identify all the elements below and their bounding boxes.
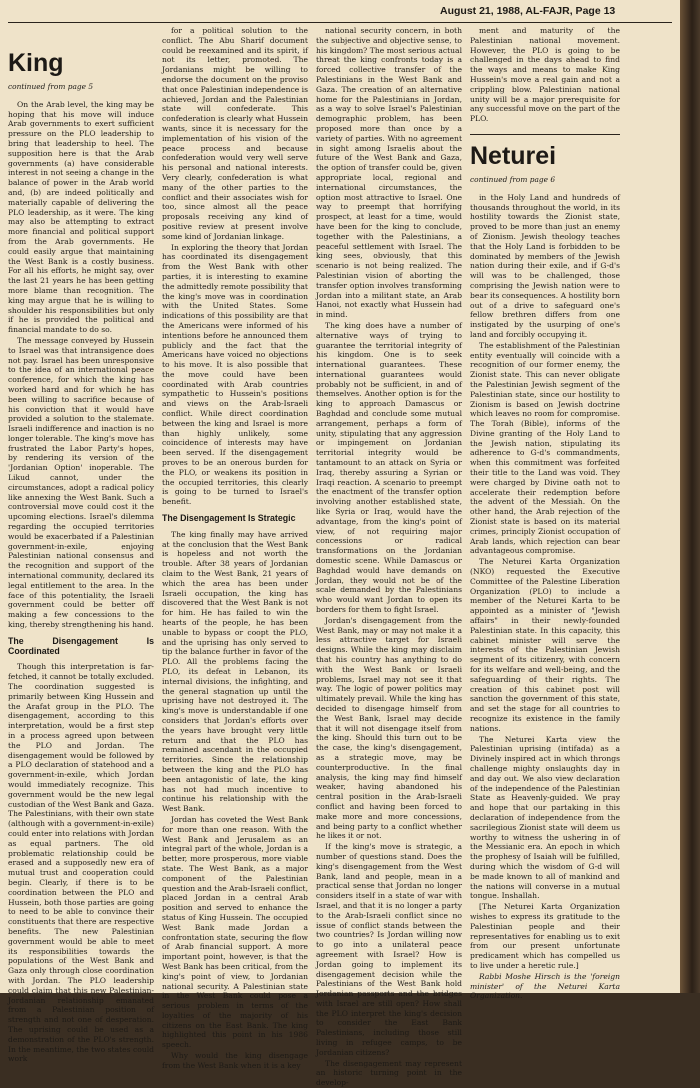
headline-king: King <box>8 49 64 77</box>
article-paragraph: On the Arab level, the king may be hoping that his move will induce Arab governments to exert sufficient pressure on the PLO leadership to bring that leadership to heel. The supposition here is that the Arab governments (a) have considerable interest in not seeing a change in the balance of power in the Arab world and, (b) are indeed politically and materially capable of delivering the PLO leadership, as it were. The king may also be attempting to extract more financial and political support from the Arab governments. He could easily argue that maintaining the West Bank is a costly business. For all his efforts, he might say, over the last 21 years he has been getting more blame than recognition. The king may argue that he is willing to shoulder his responsibilities but only if he is provided the political and financial mandate to do so. <box>8 99 154 335</box>
article-paragraph: The king finally may have arrived at the conclusion that the West Bank is hopeless and not worth the trouble. After 38 years of Jordanian claim to the West Bank, 21 years of which the area has been under Israeli occupation, the king has discovered that the West Bank is not for him. He has failed to win the hearts of the people, he has been unable to bypass or coopt the PLO, and the uprising has only served to tip the balance further in favor of the PLO. All the problems facing the PLO, its defeat in Lebanon, its internal divisions, the infighting, and the general stagnation up until the uprising have not destroyed it. The king's move is understandable if one considers that Jordan's efforts over the years have brought very little return and that the PLO has remained ascendant in the occupied territories. Since the relationship between the king and the PLO has been antagonistic of late, the king has not had much incentive to continue his relationship with the West Bank. <box>162 529 308 814</box>
article-paragraph: The establishment of the Palestinian entity eventually will coincide with a recognition of our former enemy, the Zionist state. This can never obligate the Palestinian Jewish segment of the Palestinian state, since our hostility to Zionism is based on Jewish doctrine which leaves no room for compromise. The Torah (Bible), informs of the Divine granting of the Holy Land to the Jewish nation, stipulating its adherence to G-d's commandments, when this commitment was forfeited their title to the Land was void. They were charged by Divine oath not to accelerate their redemption before the advent of the Messiah. On the other hand, the Arab rejection of the Zionist state is based on its material crimes, principly Zionist occupation of Arab lands, which rejection can bear advantageous compromise. <box>470 340 620 556</box>
article-paragraph: ment and maturity of the Palestinian national movement. However, the PLO is going to be challenged in the days ahead to find the ways and means to make King Hussein's move a real gain and not a crippling blow. Palestinian national unity will be a major prerequisite for any successful move on the part of the PLO. <box>470 26 620 124</box>
book-binding <box>680 0 700 993</box>
article-paragraph: Though this interpretation is far-fetched, it cannot be totally excluded. The coordination suggested is primarily between King Hussein and the Arafat group in the PLO. The disengagement, according to this interpretation, would be a first step in a process agreed upon between the PLO and Jordan. The disengagement would be followed by a PLO declaration of statehood and a government-in-exile, which Jordan would immediately recognize. This government would be the new legal custodian of the West Bank and Gaza. The Palestinians, with their own state (although with a government-in-exile) could enter into relations with Jordan as equal partners. The old problematic relationship could be erased and a supposedly new era of mutual trust and cooperation could begin. Clearly, if there is to be coordination between the PLO and Hussein, both those parties are going to need to be able to convince their constituents that there are respective benefits. The new Palestinian government would be able to meet its responsibilities towards the populations of the West Bank and Gaza only through close coordination with Jordan. The PLO leadership could claim that this new Palestinian-Jordanian relationship emanated from a Palestinian position of strength and not one of desperation. The uprising could be used as a demonstration of the PLO's strength. In the meantime, the two states could work <box>8 662 154 1064</box>
headline-neturei: Neturei <box>470 141 557 170</box>
subhead-strategic: The Disengagement Is Strategic <box>162 513 296 524</box>
column-2 <box>162 26 308 1070</box>
article-paragraph: Why would the king disengage from the West Bank when it is a key <box>162 1051 308 1070</box>
article-paragraph: Jordan has coveted the West Bank for more than one reason. With the West Bank and Jerusalem as an integral part of the whole, Jordan is a better, more prosperous, more viable state. The West Bank, as a major component of the Palestinian question and the Arab-Israeli conflict, placed Jordan in a central Arab position and served to enhance the status of King Hussein. The occupied West Bank made Jordan a confrontation state, securing the flow of Arab financial support. A more important point, however, is that the West Bank has been critical, from the king's point of view, to Jordanian national security. A Palestinian state in the West Bank could pose a serious problem in terms of the loyalties of the majority of his citizens on the East Bank. The king highlighted this point in his 1986 speech. <box>162 814 308 1050</box>
header-rule <box>8 22 672 23</box>
subhead-coordinated: The Disengagement Is Coordinated <box>8 635 154 656</box>
column-3 <box>316 26 462 1088</box>
continued-note: continued from page 5 <box>8 82 94 91</box>
section-divider <box>470 134 620 135</box>
article-paragraph: in the Holy Land and hundreds of thousands throughout the world, in its hostility towards the Zionist state, proved to be more than just an enemy of Zionism. Jewish theology teaches that the Holy Land is forbidden to be dominated by members of the Jewish nation during their exile, and if G-d's will was to be challenged, those comprising the Jewish nation were to bear its consequences. A hostility born out of a drive to safeguard one's fellow brethren differs from one instigated by the usurping of one's land and forcibly occupying it. <box>470 192 620 339</box>
column-1 <box>8 26 154 1064</box>
article-paragraph: [The Neturei Karta Organization wishes to express its gratitude to the Palestinian people and their representatives for enabling us to exit from our present unfortunate predicament which has compelled us to live under a heretic rule.] <box>470 902 620 970</box>
article-paragraph: The disengagement may represent an historic turning point in the develop- <box>316 1058 462 1088</box>
article-paragraph: The message conveyed by Hussein to Israel was that intransigence does not pay. Israel has been unresponsive to the idea of an international peace conference, for which the king has worked hard and for which he has been willing to sacrifice because of his conviction that it would have provided a solution to the stalemate. Israeli indifference and inaction is no longer tolerable. The king's move has frustrated the Labor Party's hopes, by rendering its version of the 'Jordanian Option' inoperable. The Likud cannot, under the circumstances, adopt a radical policy like annexing the West Bank. Such a controversial move could cost it the upcoming elections. Israel's dilemma regarding the occupied territories would be exacerbated if a Palestinian government-in-exile, enjoying Palestinian national consensus and the recognition and support of the international community, declared its legal entitlement to the area. In the face of this potentiality, the Israeli government could be better off making a few concessions to the king, thereby strengthening his hand. <box>8 335 154 630</box>
article-paragraph: The Neturei Karta view the Palestinian uprising (intifada) as a Divinely inspired act in which throngs challenge mighty onslaughts day in and day out. We also view declaration of the independence of the Palestinian State as Heavenly-guided. We pray and hope that our partaking in this declaration of independence from the sacrilegious Zionist state will deem us worthy to witness the ushering in of the Messianic era. An epoch in which the prophesy of Isaiah will be fulfilled, during which the wisdom of G-d will be made known to all of mankind and the nations will converse in a mutual tongue. Inshallah. <box>470 734 620 901</box>
continued-note: continued from page 6 <box>470 174 556 184</box>
article-paragraph: for a political solution to the conflict. The Abu Sharif document could be reexamined and its spirit, if not its letter, promoted. The Jordanians might be willing to endorse the document on the proviso that once Palestinian independence is achieved, Jordan and the Palestinian state will confederate. This confederation is clearly what Hussein wants, since it is necessary for the implementation of his vision of the peace process and because confederation would very well serve his personal and national interests. Very clearly, confederation is what many of the other parties to the conflict and their associates wish for too, since almost all the peace proposals receiving any kind of positive review at present involve some kind of Jordanian linkage. <box>162 26 308 241</box>
article-paragraph: The Neturei Karta Organization (NKO) requested the Executive Committee of the Palestine Liberation Organization (PLO) to include a member of the Neturei Karta to be appointed as a minister of "Jewish affairs" in their newly-founded Palestinian state. In this capacity, this cabinet minister will serve the interests of the Palestinian Jewish segment of its citizenry, with concern for its welfare and well-being, and the safeguarding of their rights. The creation of this cabinet post will sanction the government of this state, and set the stage for all countries to recognize its existence in the family nations. <box>470 557 620 733</box>
author-signature: Rabbi Moshe Hirsch is the 'foreign minister' of the Neturei Karta Organization. <box>470 971 620 1001</box>
column-4 <box>470 26 620 1001</box>
page-header: August 21, 1988, AL-FAJR, Page 13 <box>440 5 616 17</box>
article-paragraph: Jordan's disengagement from the West Bank, may or may not make it a less attractive target for Israeli designs. While the king may disclaim that his country has anything to do with the West Bank or Israeli problems, Israel may not see it that way. The logic of power politics may ultimately prevail. While the king has decided to disengage himself from the West Bank, Israel may decide that it will not disengage itself from the king. Should this turn out to be the case, the king's disengagement, as a strategic move, may be counterproductive. In the final analysis, the king may find himself weaker, having abandoned his central position in the Arab-Israeli conflict and having been forced to make more and more concessions, and being party to a conflict whether he likes it or not. <box>316 615 462 841</box>
article-paragraph: If the king's move is strategic, a number of questions stand. Does the king's disengagement from the West Bank, land and people, mean in a practical sense that Jordan no longer considers itself in a state of war with Israel, and that it is no longer a party to the Arab-Israeli conflict since no issue of conflict stands between the two countries? Is Jordan willing now to go into a unilateral peace agreement with Israel? How is Jordan going to implement its disengagement decision while the Palestinians of the West Bank hold Jordanian passports and the bridges with Israel are still open? How shall the PLO interpret the king's decision to consider the East Bank Palestinians, including those still living in refugee camps, to be Jordanian citizens? <box>316 842 462 1057</box>
article-paragraph: In exploring the theory that Jordan has coordinated its disengagement from the West Bank with other parties, it is interesting to examine the admittedly remote possibility that the king's move was in coordination with the United States. Some indications of this possibility are that the Americans were informed of his intentions before he announced them publicly and the fact that the Americans have voiced no objections to his move. It is also possible that the move could have been coordinated with Arab countries sympathetic to Hussein's positions and views on the Arab-Israeli conflict. While direct coordination between the king and Israel is more than highly unlikely, some coincidence of interests may have been served. If the disengagement proves to be an onerous burden for the PLO, or weakens its position in the occupied territories, this clearly is going to be turned to Israel's benefit. <box>162 242 308 507</box>
article-paragraph: The king does have a number of alternative ways of trying to guarantee the territorial integrity of his kingdom. One is to seek international guarantees. These international guarantees would probably not be sufficient, in and of themselves. Another option is for the king to approach Damascus or Baghdad and conclude some mutual arrangement, perhaps a form of unity, stipulating that any aggression or impingement on Jordanian territorial integrity would be tantamount to an attack on Syria or Iraq, thereby assuring a Syrian or Iraqi reaction. A scenario to preempt the enactment of the transfer option involving another established state, like Syria or Iraq, would have the advantage, from the king's point of view, of not requiring major concessions or radical transformations on the Jordanian domestic scene. While Damascus or Baghdad would have demands on Jordan, they would not be of the scale demanded by the Palestinians who would want Jordan to open its borders for them to fight Israel. <box>316 320 462 615</box>
article-paragraph: national security concern, in both the subjective and objective sense, to his kingdom? The most serious actual threat the king confronts today is a forced collective transfer of the Palestinians in the West Bank and Gaza. The creation of an alternative home for the Palestinians in Jordan, as a way to solve Israel's Palestinian demographic problem, has been proposed more than once by a variety of parties. With no agreement in sight among Israelis about the future of the West Bank and Gaza, the option of transfer could be, given appropriate local, regional and international circumstances, the option most attractive to Israel. One way to preempt that horrifying prospect, at least for a time, would have been for the king to conclude, together with the Palestinians, a peaceful settlement with Israel. The king sees, obviously, that this scenario is not being realized. The Palestinian vision of aborting the transfer option involves transforming Jordan into a militant state, an Arab Hanoi, not exactly what Hussein had in mind. <box>316 26 462 320</box>
